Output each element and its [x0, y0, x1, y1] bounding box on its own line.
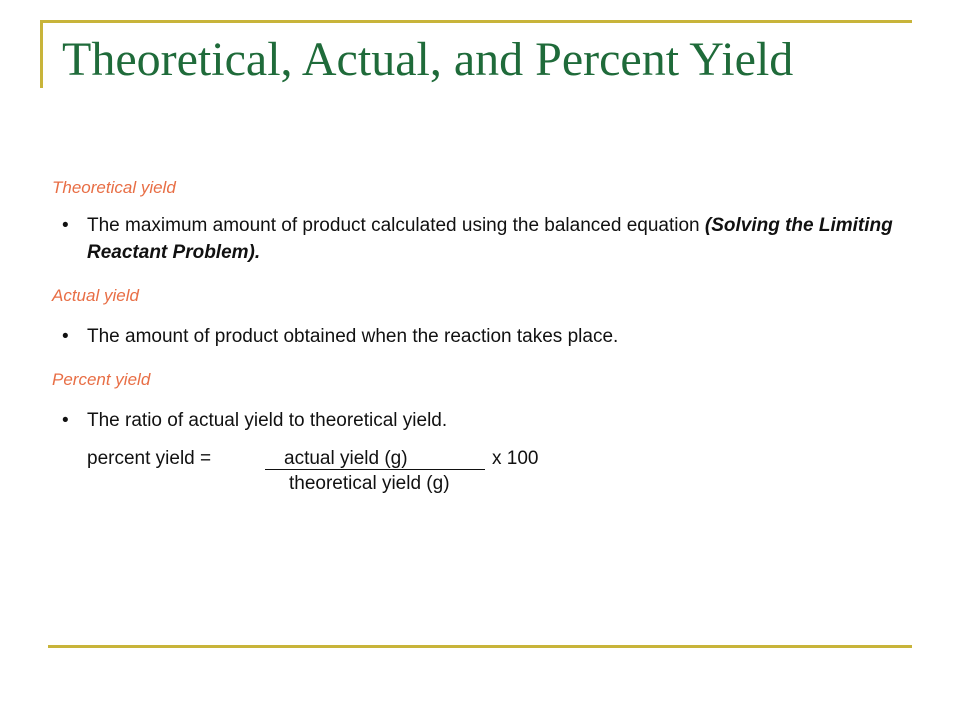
formula-lhs: percent yield =	[87, 448, 212, 469]
slide-body	[52, 178, 912, 503]
bullet-text: The ratio of actual yield to theoretical yield.	[87, 410, 448, 431]
formula-numerator: actual yield (g)	[265, 447, 485, 470]
heading-theoretical-yield: Theoretical yield	[52, 178, 176, 197]
percent-yield-formula	[87, 447, 912, 503]
bullet-dot: •	[62, 410, 69, 431]
bullet-dot: •	[62, 326, 69, 347]
bullet-emphasis-text: (Solving the Limiting Reactant Problem).	[87, 215, 893, 263]
slide-frame-bottom-line	[48, 645, 912, 648]
slide-frame-left-line	[40, 20, 43, 88]
heading-percent-yield: Percent yield	[52, 370, 151, 389]
formula-denominator: theoretical yield (g)	[289, 473, 450, 494]
bullet-dot: •	[62, 215, 69, 236]
bullet-text: The amount of product obtained when the reaction takes place.	[87, 326, 619, 347]
slide-title: Theoretical, Actual, and Percent Yield	[62, 33, 794, 86]
bullet-theoretical-yield	[52, 212, 912, 266]
slide-frame-top-line	[40, 20, 912, 23]
bullet-text: The maximum amount of product calculated using the balanced equation	[87, 215, 705, 236]
heading-actual-yield: Actual yield	[52, 286, 139, 305]
bullet-percent-yield	[52, 407, 912, 434]
formula-multiplier: x 100	[492, 448, 539, 469]
bullet-actual-yield	[52, 323, 912, 350]
